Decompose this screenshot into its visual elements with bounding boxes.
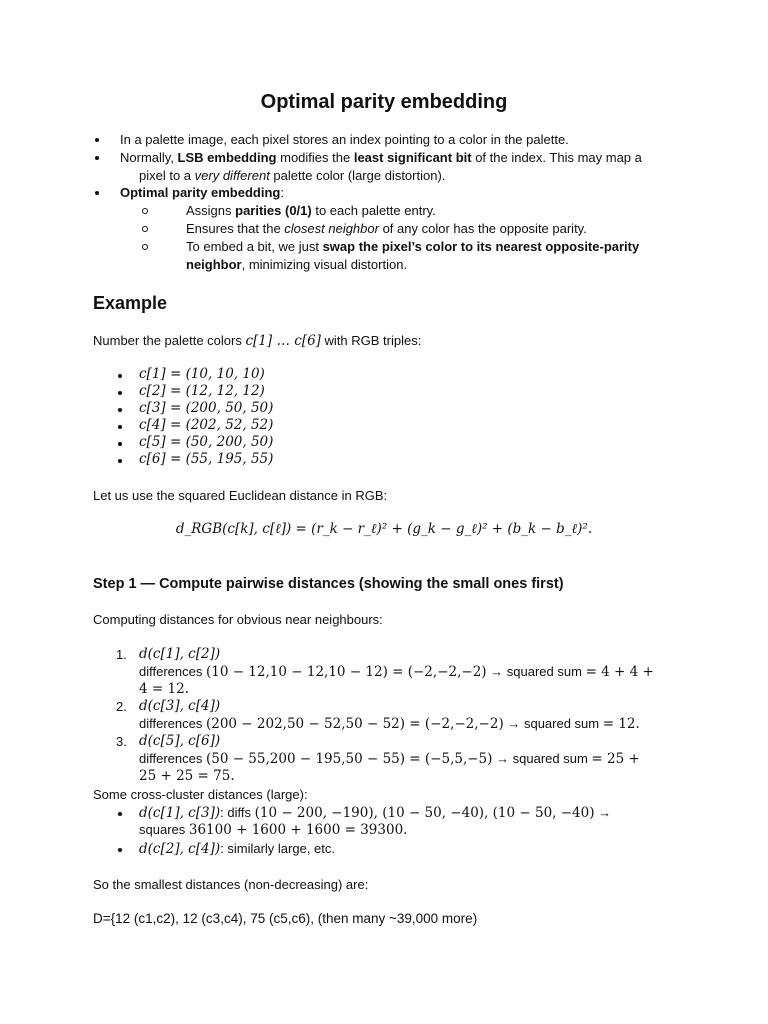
intro-bullet-2-bold-1: LSB embedding [177,150,277,165]
item-2-text-post: → squared sum [503,716,603,731]
item-3-text: differences [139,751,206,766]
list-item: c[4] = (202, 52, 52) [139,417,274,433]
cross-1-line2-math: 36100 + 1600 + 1600 = 39300. [188,822,408,838]
sub-bullet-circle [142,208,148,214]
item-1-line2 [139,663,654,682]
step1-heading: Step 1 — Compute pairwise distances (showing the small ones first) [93,576,564,592]
list-number: 2. [116,699,127,714]
distance-intro: Let us use the squared Euclidean distance in RGB: [93,488,388,503]
item-3-line2 [139,750,640,769]
numbering-text: Number the palette colors [93,333,246,348]
bullet-dot [118,374,122,378]
sub-list-item [186,220,587,238]
sub-bullet-2-text: Ensures that the [186,221,285,236]
item-1-math: (10 − 12,10 − 12,10 − 12) = (−2,−2,−2) [205,664,487,680]
list-item: c[5] = (50, 200, 50) [139,434,274,450]
item-3-line3: 25 + 25 = 75. [139,768,235,784]
list-item [120,131,569,149]
list-item: c[1] = (10, 10, 10) [139,366,265,382]
cross-2-head: d(c[2], c[4]) [139,841,221,857]
item-1-text-post: → squared sum [486,664,586,679]
item-2-line2 [139,715,640,734]
sub-bullet-2-italic: closest neighbor [284,221,379,236]
distance-set-line: D={12 (c1,c2), 12 (c3,c4), 75 (c5,c6), (then many ~39,000 more) [93,911,478,926]
intro-bullet-3-bold: Optimal parity embedding [120,185,281,200]
cross-1-text: : diffs [220,805,255,820]
cross-1-arrow: → [594,805,612,820]
bullet-dot [118,442,122,446]
item-3-text-post: → squared sum [492,751,592,766]
intro-bullet-2-text-post: of the index. This may map a [471,150,642,165]
item-1-math-2: = 4 + 4 + [585,664,654,680]
list-item [139,804,611,823]
list-number: 3. [116,734,127,749]
item-2-head: d(c[3], c[4]) [139,698,221,714]
item-1-line3: 4 = 12. [139,681,189,697]
numbering-math: c[1] … c[6] [245,333,321,349]
cross-1-head: d(c[1], c[3]) [139,805,221,821]
item-3-math: (50 − 55,200 − 195,50 − 55) = (−5,5,−5) [205,751,493,767]
sub-bullet-2-post: of any color has the opposite parity. [378,221,587,236]
item-1-head: d(c[1], c[2]) [139,646,221,662]
intro-bullet-2-bold-2: least significant bit [353,150,472,165]
sub-bullet-circle [142,226,148,232]
cross-1-line2-text: squares [139,822,189,837]
smallest-intro: So the smallest distances (non-decreasing) are: [93,877,369,892]
intro-bullet-2-text: Normally, [120,150,178,165]
sub-bullet-1-bold: parities (0/1) [235,203,312,218]
list-item: c[6] = (55, 195, 55) [139,451,274,467]
bullet-dot [118,812,122,816]
list-item [139,840,335,859]
numbering-text-post: with RGB triples: [320,333,422,348]
sub-bullet-3-line2-bold: neighbor [186,257,242,272]
list-item-continuation [139,167,445,185]
bullet-dot [118,408,122,412]
sub-list-item-continuation [186,256,407,274]
step1-intro: Computing distances for obvious near neighbours: [93,612,383,627]
item-2-text: differences [139,716,206,731]
numbering-paragraph [93,332,421,351]
bullet-dot [118,459,122,463]
intro-bullet-2-italic: very different [194,168,270,183]
intro-bullet-2-line2-post: palette color (large distortion). [269,168,446,183]
list-item-continuation [139,821,407,840]
intro-bullet-1-text: In a palette image, each pixel stores an index pointing to a color in the palette. [120,132,569,147]
item-2-math: (200 − 202,50 − 52,50 − 52) = (−2,−2,−2) [205,716,504,732]
list-item: c[3] = (200, 50, 50) [139,400,274,416]
cross-1-math: (10 − 200, −190), (10 − 50, −40), (10 − 50, −40) [254,805,595,821]
bullet-dot [118,391,122,395]
intro-bullet-3-colon: : [280,185,284,200]
item-2-math-2: = 12. [602,716,640,732]
example-heading: Example [93,293,168,313]
list-item: c[2] = (12, 12, 12) [139,383,265,399]
sub-bullet-3-line2-post: , minimizing visual distortion. [241,257,408,272]
sub-bullet-1-text: Assigns [186,203,236,218]
sub-bullet-3-text: To embed a bit, we just [186,239,323,254]
bullet-dot [118,425,122,429]
sub-list-item [186,202,436,220]
distance-formula: d_RGB(c[k], c[ℓ]) = (r_k − r_ℓ)² + (g_k − g_ℓ)² + (b_k − b_ℓ)². [175,521,593,537]
sub-list-item [186,238,639,256]
bullet-dot [95,138,99,142]
list-item [120,149,642,167]
list-number: 1. [116,647,127,662]
page-title: Optimal parity embedding [260,91,508,113]
cross-intro: Some cross-cluster distances (large): [93,787,308,802]
intro-bullet-2-text-mid: modifies the [276,150,354,165]
sub-bullet-1-post: to each palette entry. [311,203,436,218]
item-3-math-2: = 25 + [591,751,640,767]
bullet-dot [95,191,99,195]
list-item [120,184,284,202]
bullet-dot [118,848,122,852]
item-3-head: d(c[5], c[6]) [139,733,221,749]
intro-bullet-2-line2: pixel to a [139,168,195,183]
item-1-text: differences [139,664,206,679]
sub-bullet-circle [142,244,148,250]
bullet-dot [95,156,99,160]
cross-2-text: : similarly large, etc. [220,841,336,856]
sub-bullet-3-bold: swap the pixel’s color to its nearest opposite-parity [322,239,640,254]
